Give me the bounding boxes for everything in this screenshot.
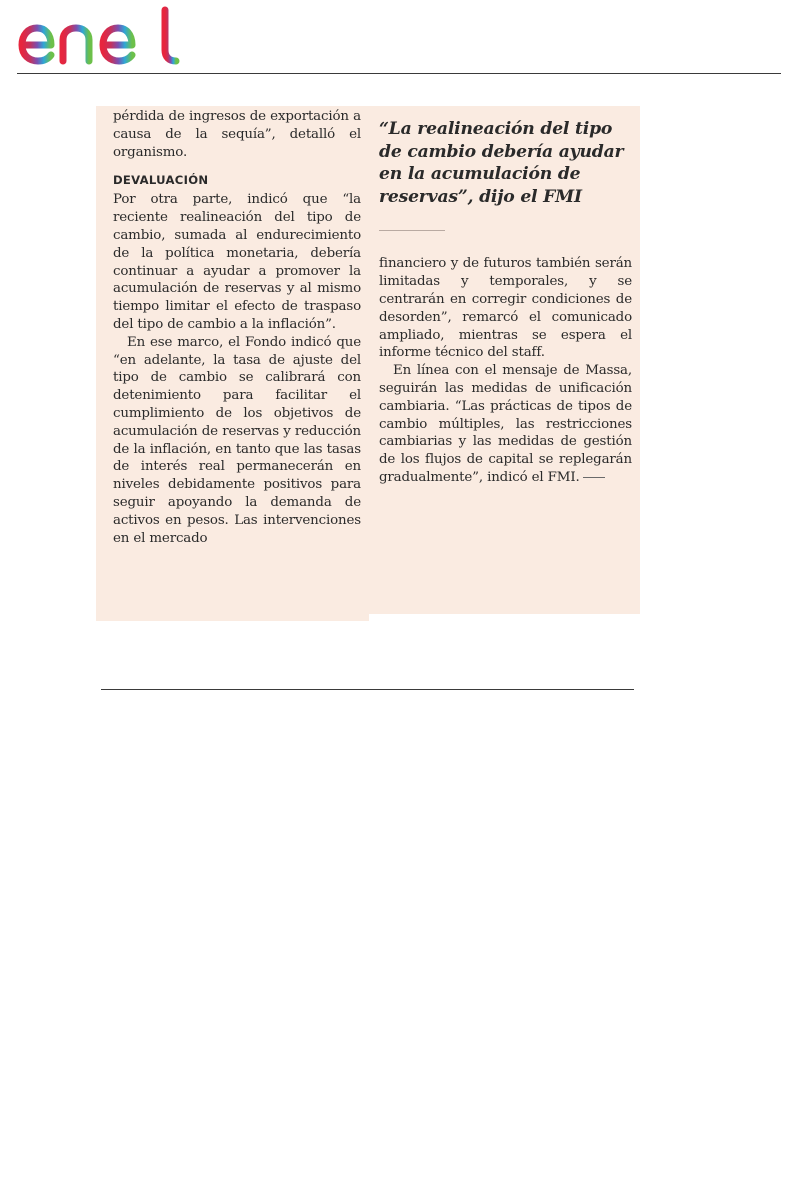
article-end-mark xyxy=(583,477,605,478)
article-paragraph: financiero y de futuros también serán limitadas y temporales, y se centrarán en corregir condiciones de desorden”, remarcó el comunicado ampliado, mientras se espera el informe técnico del staff. xyxy=(379,256,632,361)
article-paragraph xyxy=(379,362,632,487)
pull-quote: “La realineación del tipo de cambio debería ayudar en la acumulación de reservas”, dijo el FMI xyxy=(379,119,624,207)
footer-divider xyxy=(101,689,634,690)
article-paragraph: Por otra parte, indicó que “la reciente realineación del tipo de cambio, sumada al endurecimiento de la política monetaria, debería continuar a ayudar a promover la acumulación de reservas y al mismo tiempo limitar el efecto de traspaso del tipo de cambio a la inflación”. xyxy=(113,192,361,332)
article-paragraph-text: En línea con el mensaje de Massa, seguirán las medidas de unificación cambiaria. “Las prácticas de tipos de cambio múltiples, las restricciones cambiarias y las medidas de gestión de los flujos de capital se replegarán gradualmente”, indicó el FMI. xyxy=(379,363,632,485)
section-heading: DEVALUACIÓN xyxy=(113,173,209,188)
article-paragraph: pérdida de ingresos de exportación a causa de la sequía”, detalló el organismo. xyxy=(113,109,361,160)
article-right-column xyxy=(369,106,640,614)
enel-logo xyxy=(14,2,184,68)
article-left-column xyxy=(96,106,369,621)
article-paragraph: En ese marco, el Fondo indicó que “en adelante, la tasa de ajuste del tipo de cambio se calibrará con detenimiento para facilitar el cumplimiento de los objetivos de acumulación de reservas y reducción de la inflación, en tanto que las tasas de interés real permanecerán en niveles debidamente positivos para seguir apoyando la demanda de activos en pesos. Las intervenciones en el mercado xyxy=(113,334,361,546)
header-divider xyxy=(17,73,781,74)
pull-quote-divider xyxy=(379,230,445,231)
newspaper-clipping xyxy=(96,106,640,621)
